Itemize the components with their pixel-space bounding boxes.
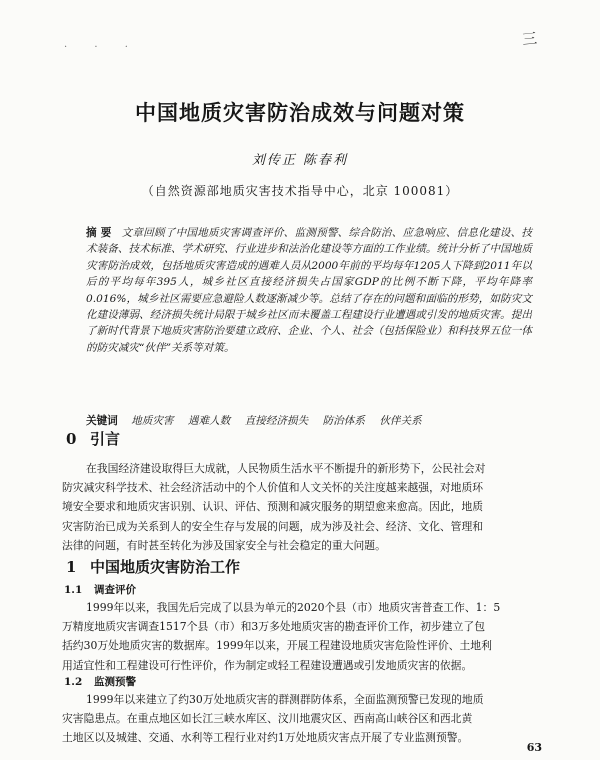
text-line: 万精度地质灾害调查1517个县（市）和3万多处地质灾害的勘查评价工作，初步建立了包 — [62, 620, 486, 634]
keyword: 遇难人数 — [187, 415, 231, 427]
page-number: 63 — [526, 741, 542, 754]
text-line: 1999年以来建立了约30万处地质灾害的群测群防体系，全面监测预警已发现的地质 — [86, 693, 484, 706]
abstract — [86, 225, 532, 356]
subsection-title: 调查评价 — [94, 584, 136, 596]
paper-authors: 刘传正 陈春利 — [251, 153, 349, 168]
section-number: 1 — [66, 558, 77, 576]
abstract-text: 文章回顾了中国地质灾害调查评价、监测预警、综合防治、应急响应、信息化建设、技术装备、技术标准、学术研究、行业进步和法治化建设等方面的工作业绩。统计分析了中国地质灾害防治成效，包括地质灾害造成的遇难人员从2000年前的平均每年1205人下降到2011年以后的平均每年395人，城乡社区直接经济损失占国家GDP的比例不断下降，平均年降率0.016%，城乡社区需要应急避险人数逐渐减少等。总结了存在的问题和面临的形势，如防灾文化建设薄弱、经济损失统计局限于城乡社区而未覆盖工程建设行业遭遇或引发的地质灾害。提出了新时代背景下地质灾害防治要建立政府、企业、个人、社会（包括保险业）和科技界五位一体的防灾减灾“伙伴”关系等对策。 — [86, 227, 532, 354]
text-line: 灾害防治已成为关系到人的安全生存与发展的问题，成为涉及社会、经济、文化、管理和 — [62, 519, 484, 533]
text-line: 1999年以来，我国先后完成了以县为单元的2020个县（市）地质灾害普查工作、1：5 — [86, 601, 501, 614]
text-line: 防灾减灾科学技术、社会经济活动中的个人价值和人文关怀的关注度越来越强，对地质环 — [62, 481, 484, 495]
scan-dots: · · · — [64, 42, 140, 53]
text-line: 境安全要求和地质灾害识别、认识、评估、预测和减灾服务的期望愈来愈高。因此，地质 — [62, 500, 484, 514]
paper-title: 中国地质灾害防治成效与问题对策 — [135, 100, 465, 125]
monitoring-paragraph — [62, 690, 536, 748]
section-title: 引言 — [90, 430, 121, 448]
keywords-label: 关键词 — [86, 415, 118, 427]
keywords — [86, 413, 532, 429]
keyword: 直接经济损失 — [244, 415, 309, 427]
section-number: 0 — [66, 430, 77, 448]
subsection-title: 监测预警 — [94, 676, 136, 688]
section-heading-introduction — [66, 428, 120, 449]
subsection-number: 1.1 — [64, 584, 83, 596]
survey-paragraph — [62, 598, 536, 675]
keyword: 伙伴关系 — [379, 415, 422, 427]
text-line: 括约30万处地质灾害的数据库。1999年以来，开展工程建设地质灾害危险性评价、土地利 — [62, 639, 492, 653]
paper-affiliation: （自然资源部地质灾害技术指导中心，北京 100081） — [141, 184, 459, 198]
abstract-label: 摘 要 — [86, 227, 112, 239]
subsection-heading-survey — [64, 582, 136, 597]
keyword: 防治体系 — [322, 415, 365, 427]
handwritten-mark: 三 — [521, 29, 539, 49]
text-line: 土地区以及城建、交通、水利等工程行业对约1万处地质灾害点开展了专业监测预警。 — [62, 731, 469, 745]
subsection-heading-monitoring — [64, 674, 136, 689]
introduction-paragraph — [62, 459, 536, 555]
section-title: 中国地质灾害防治工作 — [90, 558, 241, 576]
text-line: 法律的问题，有时甚至转化为涉及国家安全与社会稳定的重大问题。 — [62, 538, 386, 552]
section-heading-geohazard-work — [66, 556, 240, 577]
text-line: 用适宜性和工程建设可行性评价，作为制定或轻工程建设遭遇或引发地质灾害的依据。 — [62, 658, 473, 672]
text-line: 灾害隐患点。在重点地区如长江三峡水库区、汶川地震灾区、西南高山峡谷区和西北黄 — [62, 712, 473, 726]
keyword: 地质灾害 — [131, 415, 174, 427]
text-line: 在我国经济建设取得巨大成就，人民物质生活水平不断提升的新形势下，公民社会对 — [86, 462, 486, 475]
subsection-number: 1.2 — [64, 676, 83, 688]
